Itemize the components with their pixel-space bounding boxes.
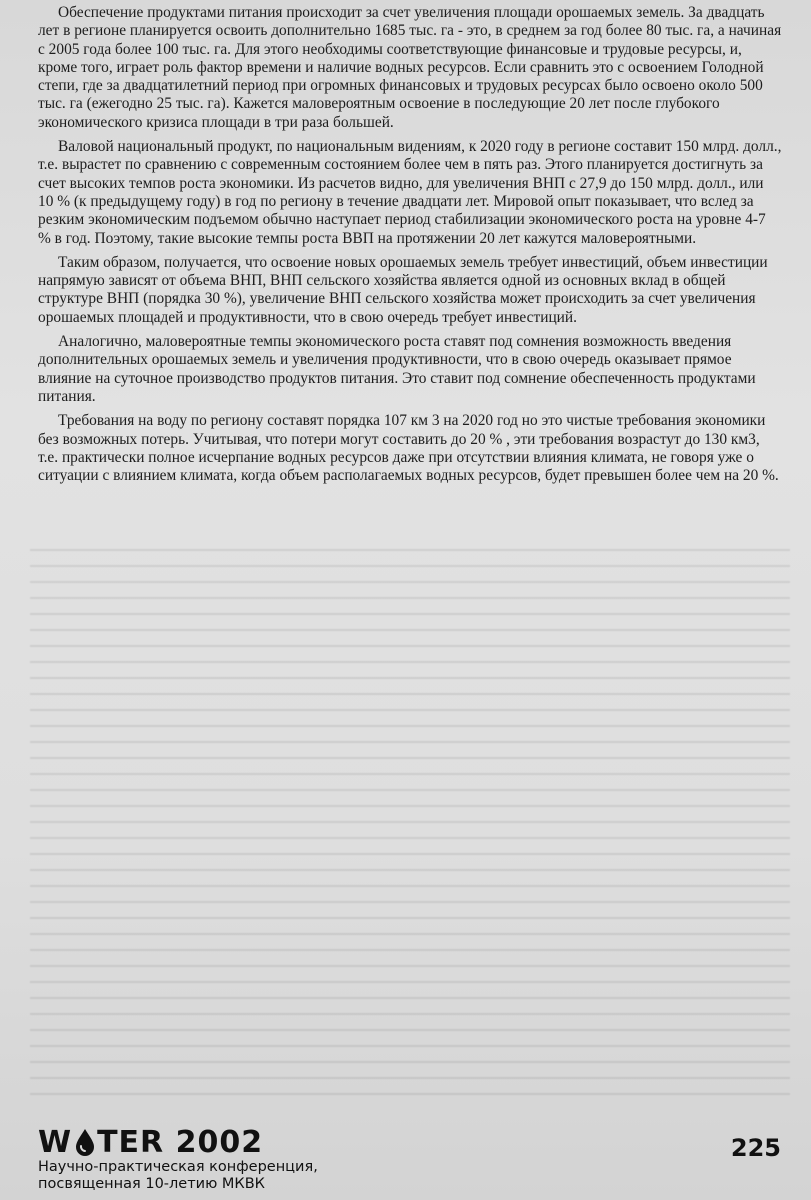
- page-number: 225: [730, 1134, 781, 1162]
- page-footer: [38, 1126, 781, 1196]
- water-drop-icon: [74, 1128, 96, 1156]
- conference-subtitle: [38, 1159, 318, 1192]
- paragraph: Валовой национальный продукт, по национальным видениям, к 2020 году в регионе составит 150 млрд. долл., т.е. вырастет по сравнению с современным состоянием более чем в пять раз. Этого планируется достигнуть за счет высоких темпов роста экономики. Из расчетов видно, для увеличения ВНП с 27,9 до 150 млрд. долл., или 10 % (к предыдущему году) в год по региону в течение двадцати лет. Мировой опыт показывает, что вслед за резким экономическим подъемом обычно наступает период стабилизации экономического роста на уровне 4-7 % в год. Поэтому, такие высокие темпы роста ВВП на протяжении 20 лет кажутся маловероятными.: [38, 138, 782, 247]
- paragraph: Аналогично, маловероятные темпы экономического роста ставят под сомнения возможность введения дополнительных орошаемых земель и увеличения продуктивности, что в свою очередь оказывает прямое влияние на суточное производство продуктов питания. Это ставит под сомнение обеспеченность продуктами питания.: [38, 333, 756, 405]
- article-body: [38, 4, 782, 491]
- logo-letter-w: W: [38, 1125, 73, 1160]
- subtitle-line: Научно-практическая конференция,: [38, 1159, 318, 1175]
- water-2002-logo: [38, 1126, 263, 1160]
- paragraph: Требования на воду по региону составят порядка 107 км 3 на 2020 год но это чистые требования экономики без возможных потерь. Учитывая, что потери могут составить до 20 % , эти требования возрастут до 130 км3, т.е. практически полное исчерпание водных ресурсов даже при отсутствии влияния климата, не говоря уже о ситуации с влиянием климата, когда объем располагаемых водных ресурсов, будет превышен более чем на 20 %.: [38, 412, 779, 485]
- show-through-text-texture: [30, 540, 790, 1100]
- logo-text: TER 2002: [97, 1125, 264, 1160]
- paragraph: Обеспечение продуктами питания происходит за счет увеличения площади орошаемых земель. За двадцать лет в регионе планируется освоить дополнительно 1685 тыс. га - это, в среднем за год более 80 тыс. га, а начиная с 2005 года более 100 тыс. га. Для этого необходимы соответствующие финансовые и трудовые ресурсы, и, кроме того, играет роль фактор времени и наличие водных ресурсов. Если сравнить это с освоением Голодной степи, где за двадцатилетний период при огромных финансовых и трудовых ресурсах было освоено около 500 тыс. га (ежегодно 25 тыс. га). Кажется маловероятным освоение в последующие 20 лет после глубокого экономического кризиса площади в три раза большей.: [38, 4, 782, 131]
- paragraph: Таким образом, получается, что освоение новых орошаемых земель требует инвестиций, объем инвестиции напрямую зависят от объема ВНП, ВНП сельского хозяйства является одной из основных вклад в общей структуре ВНП (порядка 30 %), увеличение ВНП сельского хозяйства может происходить за счет увеличения орошаемых площадей и продуктивности, что в свою очередь требует инвестиций.: [38, 253, 768, 326]
- subtitle-line: посвященная 10-летию МКВК: [38, 1175, 265, 1192]
